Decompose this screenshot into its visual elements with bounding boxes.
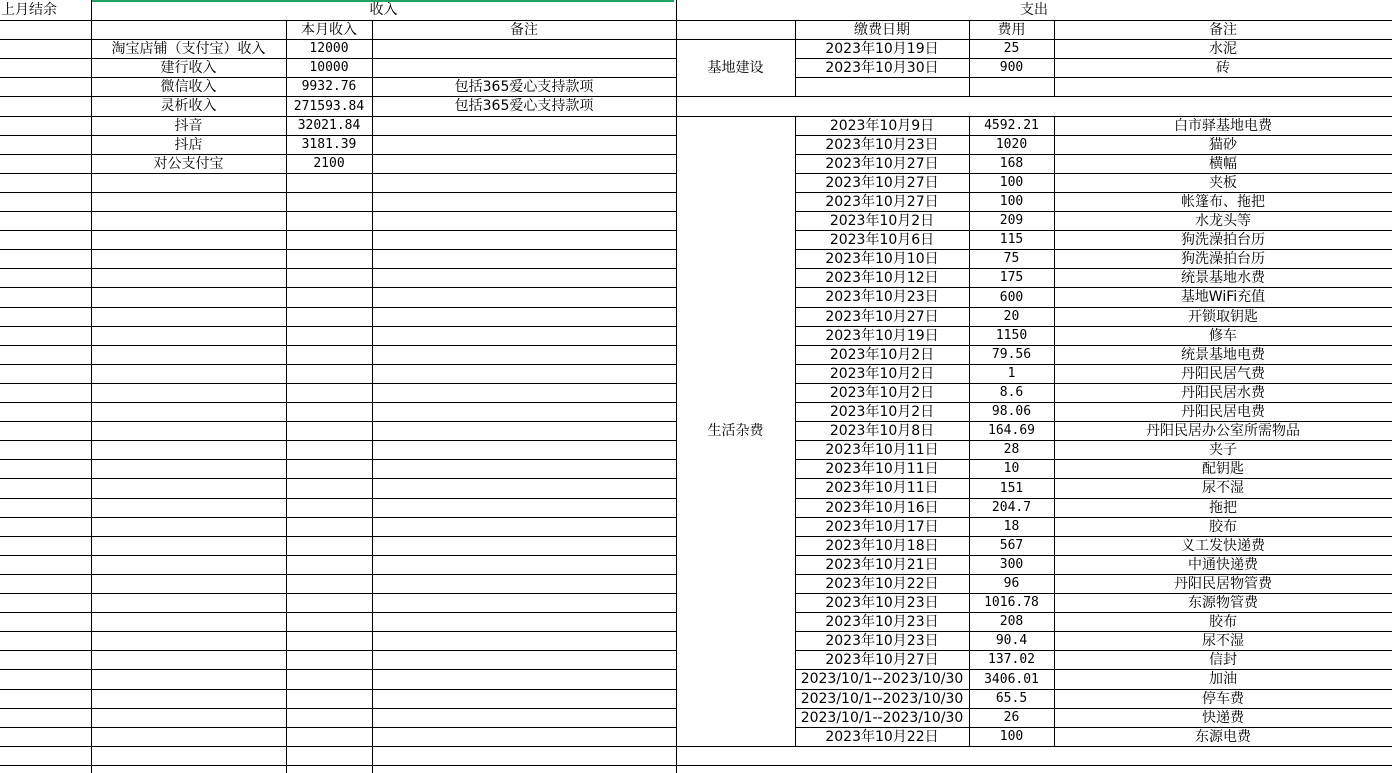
expense-fee-cell[interactable]: 115 xyxy=(999,232,1024,247)
expense-fee-cell[interactable]: 1020 xyxy=(995,137,1028,152)
grid-line xyxy=(0,116,676,117)
expense-note-cell[interactable]: 丹阳民居物管费 xyxy=(1174,575,1272,592)
expense-fee-cell[interactable]: 79.56 xyxy=(991,347,1032,362)
expense-note-header[interactable]: 备注 xyxy=(1209,21,1237,38)
grid-line xyxy=(0,383,676,384)
expense-date-cell[interactable]: 2023年10月2日 xyxy=(829,212,935,229)
grid-line xyxy=(0,708,676,709)
expense-date-cell[interactable]: 2023年10月27日 xyxy=(825,651,939,668)
grid-line xyxy=(0,135,676,136)
grid-line xyxy=(969,20,970,96)
grid-line xyxy=(0,96,676,97)
grid-line xyxy=(0,689,676,690)
income-note-cell[interactable] xyxy=(372,58,676,77)
grid-line xyxy=(0,478,676,479)
grid-line xyxy=(0,746,676,747)
expense-note-cell[interactable]: 胶布 xyxy=(1209,518,1237,535)
grid-line xyxy=(0,498,676,499)
expense-note-cell[interactable]: 狗洗澡拍台历 xyxy=(1181,231,1265,248)
income-source-cell[interactable]: 淘宝店铺（支付宝）收入 xyxy=(111,40,266,57)
expense-note-cell[interactable]: 信封 xyxy=(1209,651,1237,668)
expense-fee-cell[interactable]: 98.06 xyxy=(991,404,1032,419)
grid-line xyxy=(0,459,676,460)
grid-line xyxy=(795,631,1392,632)
expense-fee-cell[interactable]: 164.69 xyxy=(988,423,1035,438)
grid-line xyxy=(795,402,1392,403)
grid-line xyxy=(676,0,677,773)
expense-category-cell[interactable]: 生活杂费 xyxy=(707,423,764,439)
expense-date-cell[interactable]: 2023/10/1--2023/10/30 xyxy=(800,709,964,726)
income-title[interactable]: 收入 xyxy=(369,2,398,18)
grid-line xyxy=(795,498,1392,499)
expense-date-cell[interactable]: 2023年10月27日 xyxy=(825,155,939,172)
grid-line xyxy=(0,249,676,250)
expense-date-cell[interactable]: 2023年10月2日 xyxy=(829,384,935,401)
expense-title[interactable]: 支出 xyxy=(1020,2,1048,18)
grid-line xyxy=(795,478,1392,479)
income-note-cell[interactable] xyxy=(372,154,676,173)
expense-date-cell[interactable]: 2023年10月27日 xyxy=(825,193,939,210)
grid-line xyxy=(0,230,676,231)
expense-date-cell[interactable]: 2023年10月16日 xyxy=(825,499,939,516)
expense-date-cell[interactable]: 2023年10月22日 xyxy=(825,575,939,592)
income-amount-cell[interactable]: 32021.84 xyxy=(297,118,361,133)
expense-note-cell[interactable]: 统景基地电费 xyxy=(1181,346,1265,363)
expense-fee-cell[interactable]: 300 xyxy=(999,557,1024,572)
income-source-cell[interactable]: 对公支付宝 xyxy=(153,155,224,172)
expense-note-cell[interactable]: 东源电费 xyxy=(1195,728,1251,745)
expense-note-cell[interactable]: 丹阳民居电费 xyxy=(1181,403,1265,420)
expense-date-cell[interactable]: 2023年10月12日 xyxy=(825,269,939,286)
expense-date-cell[interactable]: 2023年10月19日 xyxy=(825,327,939,344)
expense-note-cell[interactable]: 横幅 xyxy=(1209,155,1237,172)
grid-line xyxy=(0,517,676,518)
grid-line xyxy=(795,364,1392,365)
grid-line xyxy=(795,96,1392,97)
expense-fee-cell[interactable]: 28 xyxy=(1003,442,1020,457)
income-amount-cell[interactable]: 2100 xyxy=(313,156,345,171)
income-amount-cell[interactable]: 271593.84 xyxy=(293,98,365,114)
expense-note-cell[interactable]: 开锁取钥匙 xyxy=(1188,308,1258,325)
expense-note-cell[interactable]: 配钥匙 xyxy=(1202,460,1244,477)
expense-note-cell[interactable]: 尿不湿 xyxy=(1202,480,1244,496)
expense-fee-cell[interactable]: 18 xyxy=(1003,519,1020,534)
expense-date-cell[interactable]: 2023年10月10日 xyxy=(825,250,939,267)
expense-date-cell[interactable]: 2023年10月23日 xyxy=(825,594,939,611)
expense-note-cell[interactable]: 狗洗澡拍台历 xyxy=(1181,250,1265,267)
grid-line xyxy=(676,39,795,40)
expense-note-cell[interactable]: 水泥 xyxy=(1209,40,1237,57)
grid-line xyxy=(795,612,1392,613)
grid-line xyxy=(91,0,92,773)
grid-line xyxy=(795,307,1392,308)
expense-date-cell[interactable]: 2023年10月23日 xyxy=(825,613,939,630)
expense-date-cell[interactable]: 2023年10月23日 xyxy=(825,632,939,649)
expense-note-cell[interactable]: 夹板 xyxy=(1209,174,1237,191)
expense-note-cell[interactable]: 加油 xyxy=(1209,671,1237,687)
grid-line xyxy=(795,746,1392,747)
grid-line xyxy=(0,77,676,78)
grid-line xyxy=(0,536,676,537)
expense-fee-cell[interactable]: 8.6 xyxy=(999,385,1024,400)
expense-date-cell[interactable]: 2023年10月6日 xyxy=(829,231,935,248)
expense-fee-cell[interactable]: 100 xyxy=(999,194,1024,209)
income-amount-cell[interactable]: 10000 xyxy=(309,60,349,75)
income-note-cell[interactable] xyxy=(372,39,676,58)
expense-fee-cell[interactable]: 75 xyxy=(1003,251,1020,266)
grid-line xyxy=(795,154,1392,155)
grid-line xyxy=(676,20,1392,21)
grid-line xyxy=(0,593,676,594)
expense-note-cell[interactable]: 停车费 xyxy=(1202,690,1244,707)
grid-line xyxy=(0,555,676,556)
expense-fee-cell[interactable]: 168 xyxy=(999,156,1024,171)
expense-fee-cell[interactable]: 600 xyxy=(999,289,1024,305)
grid-line xyxy=(0,631,676,632)
grid-line xyxy=(795,459,1392,460)
grid-line xyxy=(969,116,970,747)
grid-line xyxy=(795,517,1392,518)
expense-date-cell[interactable]: 2023年10月18日 xyxy=(825,537,939,554)
grid-line xyxy=(0,211,676,212)
grid-line xyxy=(795,116,796,747)
grid-line xyxy=(0,440,676,441)
expense-fee-cell[interactable]: 4592.21 xyxy=(984,118,1039,133)
grid-line xyxy=(795,326,1392,327)
grid-line xyxy=(795,421,1392,422)
income-source-cell[interactable]: 微信收入 xyxy=(160,78,217,95)
grid-line xyxy=(0,669,676,670)
income-amount-cell[interactable]: 9932.76 xyxy=(301,79,357,94)
expense-note-cell[interactable] xyxy=(1054,77,1392,96)
grid-line xyxy=(0,173,676,174)
income-source-cell[interactable]: 抖店 xyxy=(174,136,203,153)
grid-line xyxy=(795,39,1392,40)
expense-date-cell[interactable]: 2023年10月9日 xyxy=(829,117,935,134)
grid-line xyxy=(795,650,1392,651)
expense-fee-cell[interactable]: 100 xyxy=(999,729,1024,744)
expense-note-cell[interactable]: 基地WiFi充值 xyxy=(1180,289,1266,305)
grid-line xyxy=(795,536,1392,537)
expense-fee-cell[interactable]: 1 xyxy=(1007,366,1016,381)
expense-date-cell[interactable]: 2023年10月2日 xyxy=(829,403,935,420)
expense-fee-cell[interactable]: 567 xyxy=(999,538,1024,553)
expense-date-cell[interactable]: 2023年10月27日 xyxy=(825,174,939,191)
income-note-header[interactable]: 备注 xyxy=(510,21,538,38)
expense-date-cell[interactable]: 2023年10月8日 xyxy=(829,422,935,439)
expense-fee-cell[interactable]: 151 xyxy=(999,480,1024,496)
grid-line xyxy=(795,345,1392,346)
expense-note-cell[interactable]: 帐篷布、拖把 xyxy=(1181,193,1265,210)
grid-line xyxy=(795,383,1392,384)
expense-fee-header[interactable]: 费用 xyxy=(997,21,1026,38)
income-source-cell[interactable]: 灵析收入 xyxy=(160,98,217,114)
expense-fee-cell[interactable]: 175 xyxy=(999,270,1024,285)
prev-balance-label[interactable]: 上月结余 xyxy=(1,2,57,18)
grid-line xyxy=(795,116,1392,117)
income-amount-cell[interactable]: 3181.39 xyxy=(301,137,357,152)
grid-line xyxy=(1054,20,1055,96)
grid-line xyxy=(795,173,1392,174)
expense-fee-cell[interactable]: 25 xyxy=(1003,41,1020,56)
expense-note-cell[interactable]: 东源物管费 xyxy=(1188,594,1258,611)
grid-line xyxy=(795,230,1392,231)
expense-date-cell[interactable] xyxy=(795,77,969,96)
expense-note-cell[interactable]: 丹阳民居水费 xyxy=(1181,384,1265,401)
grid-line xyxy=(795,727,1392,728)
expense-fee-cell[interactable]: 208 xyxy=(999,614,1024,629)
grid-line xyxy=(795,555,1392,556)
expense-fee-cell[interactable]: 100 xyxy=(999,175,1024,190)
grid-line xyxy=(795,689,1392,690)
grid-line xyxy=(676,96,795,97)
grid-line xyxy=(0,650,676,651)
expense-date-cell[interactable]: 2023年10月2日 xyxy=(829,346,935,363)
expense-fee-cell[interactable]: 209 xyxy=(999,213,1024,228)
income-note-cell[interactable]: 包括365爱心支持款项 xyxy=(454,78,594,95)
expense-fee-cell[interactable] xyxy=(969,77,1054,96)
grid-line xyxy=(795,211,1392,212)
grid-line xyxy=(372,20,373,773)
expense-note-cell[interactable]: 猫砂 xyxy=(1209,136,1237,153)
grid-line xyxy=(795,77,1392,78)
expense-fee-cell[interactable]: 26 xyxy=(1003,710,1020,725)
grid-line xyxy=(0,326,676,327)
expense-note-cell[interactable]: 尿不湿 xyxy=(1202,632,1244,649)
grid-line xyxy=(0,20,676,21)
expense-fee-cell[interactable]: 96 xyxy=(1003,576,1020,591)
expense-date-cell[interactable]: 2023年10月11日 xyxy=(825,441,939,458)
expense-fee-cell[interactable]: 204.7 xyxy=(991,500,1032,515)
expense-note-cell[interactable]: 义工发快递费 xyxy=(1181,537,1265,554)
expense-date-cell[interactable]: 2023年10月22日 xyxy=(825,728,939,745)
grid-line xyxy=(0,364,676,365)
grid-line xyxy=(795,287,1392,288)
expense-note-cell[interactable]: 中通快递费 xyxy=(1188,556,1258,573)
expense-date-cell[interactable]: 2023年10月19日 xyxy=(825,40,939,57)
income-source-cell[interactable]: 抖音 xyxy=(174,117,203,134)
expense-fee-cell[interactable]: 10 xyxy=(1003,461,1020,476)
expense-fee-cell[interactable]: 20 xyxy=(1003,309,1020,324)
grid-line xyxy=(795,192,1392,193)
grid-line xyxy=(0,727,676,728)
expense-date-cell[interactable]: 2023年10月17日 xyxy=(825,518,939,535)
expense-fee-cell[interactable]: 3406.01 xyxy=(984,671,1039,687)
income-note-cell[interactable]: 包括365爱心支持款项 xyxy=(454,98,594,114)
expense-category-cell[interactable]: 基地建设 xyxy=(707,59,764,76)
grid-line xyxy=(795,135,1392,136)
grid-line xyxy=(795,708,1392,709)
grid-line xyxy=(795,20,796,96)
expense-note-cell[interactable]: 快递费 xyxy=(1202,709,1244,726)
grid-line xyxy=(676,746,795,747)
expense-fee-cell[interactable]: 1016.78 xyxy=(984,595,1039,610)
expense-date-header[interactable]: 缴费日期 xyxy=(854,21,910,38)
expense-date-cell[interactable]: 2023年10月2日 xyxy=(829,365,935,382)
grid-line xyxy=(0,58,676,59)
grid-line xyxy=(0,307,676,308)
grid-line xyxy=(0,268,676,269)
grid-line xyxy=(0,765,676,766)
grid-line xyxy=(795,249,1392,250)
expense-note-cell[interactable]: 丹阳民居气费 xyxy=(1181,365,1265,382)
income-note-cell[interactable] xyxy=(372,116,676,135)
expense-date-cell[interactable]: 2023/10/1--2023/10/30 xyxy=(800,671,964,687)
expense-date-cell[interactable]: 2023年10月23日 xyxy=(825,289,939,305)
grid-line xyxy=(795,440,1392,441)
expense-date-cell[interactable]: 2023年10月30日 xyxy=(825,59,939,76)
expense-note-cell[interactable]: 砖 xyxy=(1216,59,1230,76)
income-amount-header[interactable]: 本月收入 xyxy=(301,21,357,38)
grid-line xyxy=(676,116,795,117)
grid-line xyxy=(795,765,1392,766)
income-note-cell[interactable] xyxy=(372,135,676,154)
expense-note-cell[interactable]: 修车 xyxy=(1209,327,1237,344)
income-amount-cell[interactable]: 12000 xyxy=(309,41,349,56)
grid-line xyxy=(795,58,1392,59)
expense-fee-cell[interactable]: 90.4 xyxy=(995,633,1028,648)
expense-fee-cell[interactable]: 1150 xyxy=(995,328,1028,343)
expense-date-cell[interactable]: 2023年10月27日 xyxy=(825,308,939,325)
expense-fee-cell[interactable]: 900 xyxy=(999,60,1024,75)
grid-line xyxy=(0,192,676,193)
grid-line xyxy=(0,287,676,288)
expense-note-cell[interactable]: 白市驿基地电费 xyxy=(1174,117,1272,134)
grid-line xyxy=(0,39,676,40)
expense-date-cell[interactable]: 2023年10月11日 xyxy=(825,460,939,477)
grid-line xyxy=(0,421,676,422)
grid-line xyxy=(1054,116,1055,747)
expense-note-cell[interactable]: 夹子 xyxy=(1209,441,1237,458)
expense-fee-cell[interactable]: 137.02 xyxy=(988,652,1035,667)
grid-line xyxy=(286,20,287,773)
expense-fee-cell[interactable]: 65.5 xyxy=(995,691,1028,706)
expense-note-cell[interactable]: 水龙头等 xyxy=(1195,212,1251,229)
expense-date-cell[interactable]: 2023年10月21日 xyxy=(825,556,939,573)
grid-line xyxy=(795,669,1392,670)
grid-line xyxy=(676,765,795,766)
expense-note-cell[interactable]: 丹阳民居办公室所需物品 xyxy=(1146,422,1300,439)
expense-note-cell[interactable]: 拖把 xyxy=(1209,499,1237,516)
income-source-cell[interactable]: 建行收入 xyxy=(160,59,217,76)
grid-line xyxy=(0,612,676,613)
expense-date-cell[interactable]: 2023/10/1--2023/10/30 xyxy=(800,690,964,707)
expense-date-cell[interactable]: 2023年10月11日 xyxy=(825,480,939,496)
expense-note-cell[interactable]: 胶布 xyxy=(1209,613,1237,630)
grid-line xyxy=(795,574,1392,575)
grid-line xyxy=(0,154,676,155)
grid-line xyxy=(0,574,676,575)
expense-note-cell[interactable]: 统景基地水费 xyxy=(1181,269,1265,286)
grid-line xyxy=(0,402,676,403)
grid-line xyxy=(795,268,1392,269)
expense-date-cell[interactable]: 2023年10月23日 xyxy=(825,136,939,153)
grid-line xyxy=(795,593,1392,594)
grid-line xyxy=(0,345,676,346)
